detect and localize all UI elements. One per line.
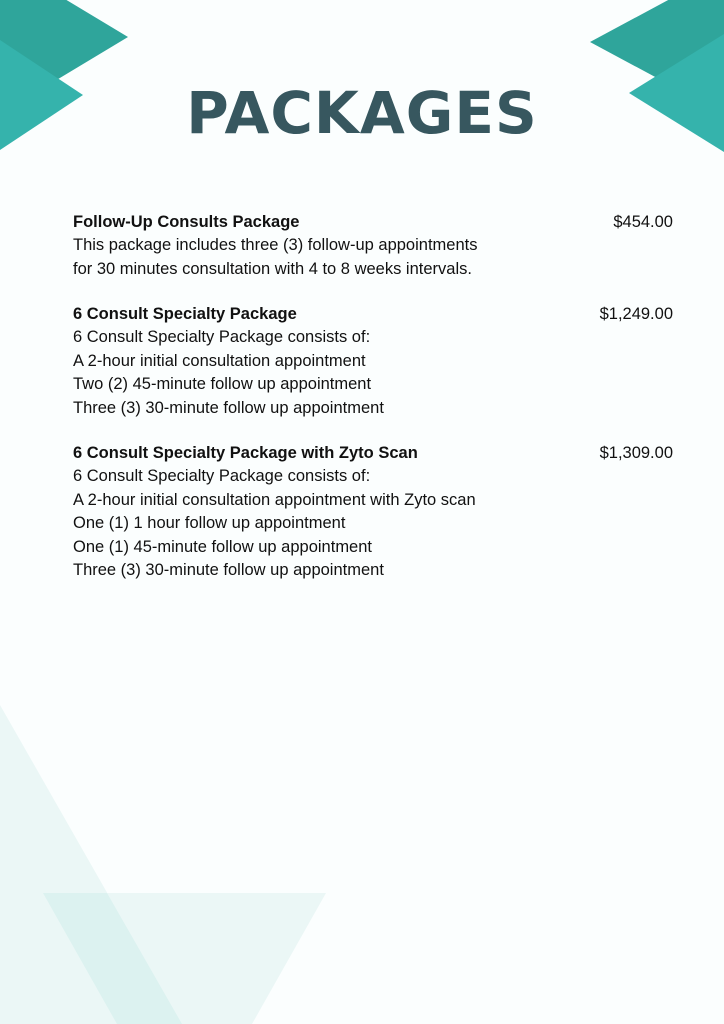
package-description-line: Three (3) 30-minute follow up appointment bbox=[73, 398, 384, 417]
package-description-line: One (1) 45-minute follow up appointment bbox=[73, 537, 372, 556]
package-price: $1,249.00 bbox=[599, 305, 673, 323]
packages-list bbox=[73, 211, 673, 605]
package-description-line: One (1) 1 hour follow up appointment bbox=[73, 514, 346, 532]
triangle-bottom-left-pale bbox=[0, 705, 182, 1024]
package-description-line: for 30 minutes consultation with 4 to 8 weeks intervals. bbox=[73, 259, 472, 278]
package-description-line: Two (2) 45-minute follow up appointment bbox=[73, 375, 372, 393]
package-name: 6 Consult Specialty Package with Zyto Scan bbox=[73, 444, 418, 462]
triangle-overlap bbox=[43, 893, 182, 1024]
package-item bbox=[73, 211, 673, 281]
package-name: Follow-Up Consults Package bbox=[73, 213, 300, 231]
package-header bbox=[73, 211, 673, 234]
package-description-line: A 2-hour initial consultation appointment with Zyto scan bbox=[73, 490, 476, 509]
package-description-line: 6 Consult Specialty Package consists of: bbox=[73, 328, 371, 346]
package-description-line: 6 Consult Specialty Package consists of: bbox=[73, 467, 371, 485]
package-price: $454.00 bbox=[613, 213, 673, 231]
package-header bbox=[73, 303, 673, 326]
package-header bbox=[73, 442, 673, 465]
package-description-line: Three (3) 30-minute follow up appointment bbox=[73, 561, 384, 579]
package-description-line: A 2-hour initial consultation appointment bbox=[73, 351, 366, 370]
page-title: PACKAGES bbox=[186, 79, 538, 147]
triangle-bottom-inverted-pale bbox=[43, 893, 326, 1024]
package-price: $1,309.00 bbox=[599, 444, 673, 462]
package-name: 6 Consult Specialty Package bbox=[73, 305, 297, 323]
package-item bbox=[73, 442, 673, 583]
package-item bbox=[73, 303, 673, 420]
package-description-line: This package includes three (3) follow-up appointments bbox=[73, 236, 478, 254]
